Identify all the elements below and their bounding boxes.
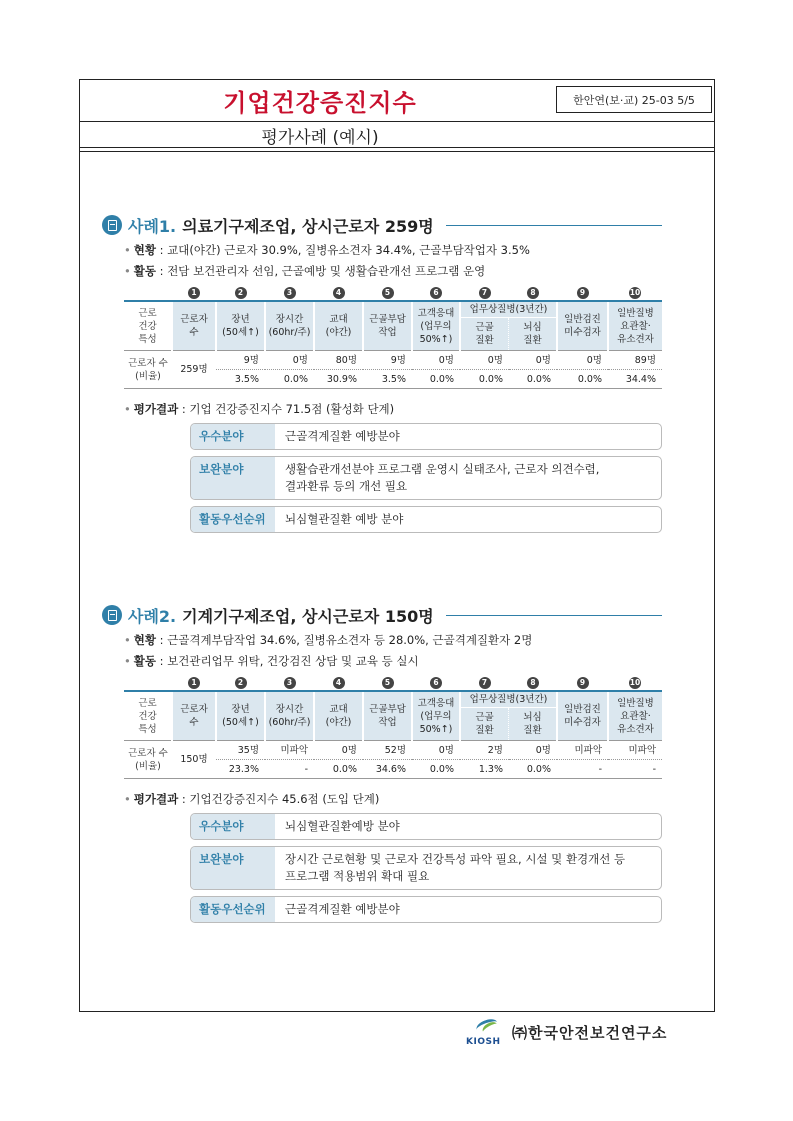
row-label: 근로 건강 특성 — [124, 301, 172, 351]
row-label: 근로자 수 (비율) — [124, 351, 172, 389]
header-divider — [80, 121, 714, 122]
column-number: 1 — [172, 285, 216, 301]
column-header: 장시간 (60hr/주) — [265, 691, 314, 741]
ratio-cell: 34.4% — [608, 370, 662, 389]
column-header: 교대 (야간) — [314, 301, 363, 351]
group-header: 업무상질병(3년간) 근골 질환 뇌심 질환 — [460, 691, 557, 741]
row-label: 근로자 수 (비율) — [124, 741, 172, 779]
ratio-cell: 0.0% — [412, 760, 460, 779]
result-text: 근골격계질환 예방분야 — [285, 902, 400, 916]
count-cell: 0명 — [314, 741, 363, 760]
column-header: 일반질병 요관찰· 유소견자 — [608, 301, 662, 351]
column-header: 일반검진 미수검자 — [557, 301, 608, 351]
count-cell: 0명 — [509, 741, 557, 760]
ratio-cell: 0.0% — [509, 370, 557, 389]
count-cell: 9명 — [363, 351, 412, 370]
case-1 — [102, 213, 662, 533]
result-text: 생활습관개선분야 프로그램 운영시 실태조사, 근로자 의견수렴, 결과환류 등의 개선 필요 — [285, 462, 600, 493]
case-title — [102, 603, 662, 627]
count-cell: 미파악 — [265, 741, 314, 760]
page-subtitle: 평가사례 (예시) — [261, 128, 379, 148]
page-title: 기업건강증진지수 — [223, 89, 417, 117]
result-text: 뇌심혈관질환예방 분야 — [285, 819, 400, 833]
column-number: 9 — [557, 675, 608, 691]
group-header: 업무상질병(3년간) 근골 질환 뇌심 질환 — [460, 301, 557, 351]
result-text: 장시간 근로현황 및 근로자 건강특성 파악 필요, 시설 및 환경개선 등 프로그램 적용범위 확대 필요 — [285, 852, 626, 883]
ratio-cell: 0.0% — [460, 370, 509, 389]
kiosh-logo: KIOSH — [466, 1017, 510, 1047]
count-cell: 9명 — [216, 351, 265, 370]
ratio-cell: - — [608, 760, 662, 779]
activity-line: • 활동 : 전담 보건관리자 선임, 근골예방 및 생활습관개선 프로그램 운영 — [124, 264, 486, 278]
column-number: 8 — [509, 285, 557, 301]
ratio-cell: 3.5% — [363, 370, 412, 389]
result-line: • 평가결과 : 기업건강증진지수 45.6점 (도입 단계) — [124, 792, 380, 806]
column-header: 교대 (야간) — [314, 691, 363, 741]
case-2 — [102, 603, 662, 923]
column-number: 9 — [557, 285, 608, 301]
activity-line: • 활동 : 보건관리업무 위탁, 건강검진 상담 및 교육 등 실시 — [124, 654, 419, 668]
ratio-cell: 0.0% — [557, 370, 608, 389]
count-cell: 미파악 — [608, 741, 662, 760]
column-number: 6 — [412, 285, 460, 301]
organization-name: ㈜한국안전보건연구소 — [512, 1023, 668, 1042]
column-number: 1 — [172, 675, 216, 691]
result-box — [190, 423, 662, 450]
result-line: • 평가결과 : 기업 건강증진지수 71.5점 (활성화 단계) — [124, 402, 395, 416]
column-number: 10 — [608, 675, 662, 691]
document-code: 한안연(보·교) 25-03 5/5 — [556, 86, 712, 113]
column-header: 근골부담 작업 — [363, 301, 412, 351]
ratio-cell: 34.6% — [363, 760, 412, 779]
ratio-cell: 0.0% — [412, 370, 460, 389]
count-cell: 0명 — [509, 351, 557, 370]
column-header: 장년 (50세↑) — [216, 301, 265, 351]
column-number: 7 — [460, 285, 509, 301]
ratio-cell: 0.0% — [314, 760, 363, 779]
column-number: 6 — [412, 675, 460, 691]
result-tag: 보완분야 — [191, 457, 275, 499]
header-divider — [80, 147, 714, 148]
result-tag: 우수분야 — [191, 814, 275, 839]
column-number: 5 — [363, 675, 412, 691]
result-box — [190, 456, 662, 500]
ratio-cell: - — [265, 760, 314, 779]
count-cell: 35명 — [216, 741, 265, 760]
case-label: 사례1. — [128, 216, 177, 236]
result-tag: 활동우선순위 — [191, 897, 275, 922]
count-cell: 0명 — [265, 351, 314, 370]
column-header: 고객응대 (업무의 50%↑) — [412, 691, 460, 741]
total-workers: 150명 — [172, 741, 216, 779]
result-box — [190, 813, 662, 840]
count-cell: 미파악 — [557, 741, 608, 760]
result-text: 근골격계질환 예방분야 — [285, 429, 400, 443]
column-header: 고객응대 (업무의 50%↑) — [412, 301, 460, 351]
ratio-cell: - — [557, 760, 608, 779]
count-cell: 2명 — [460, 741, 509, 760]
status-line: • 현황 : 근골격계부담작업 34.6%, 질병유소견자 등 28.0%, 근골격계질환자 2명 — [124, 633, 533, 647]
result-tag: 활동우선순위 — [191, 507, 275, 532]
document-icon — [102, 215, 122, 235]
column-header: 근골부담 작업 — [363, 691, 412, 741]
count-cell: 0명 — [557, 351, 608, 370]
result-text: 뇌심혈관질환 예방 분야 — [285, 512, 404, 526]
count-cell: 52명 — [363, 741, 412, 760]
column-number: 4 — [314, 285, 363, 301]
column-number: 5 — [363, 285, 412, 301]
row-label: 근로 건강 특성 — [124, 691, 172, 741]
status-line: • 현황 : 교대(야간) 근로자 30.9%, 질병유소견자 34.4%, 근골부담작업자 3.5% — [124, 243, 530, 257]
ratio-cell: 1.3% — [460, 760, 509, 779]
column-number: 3 — [265, 285, 314, 301]
column-number: 3 — [265, 675, 314, 691]
count-cell: 0명 — [412, 351, 460, 370]
header-divider — [80, 151, 714, 152]
result-box — [190, 846, 662, 890]
column-number: 8 — [509, 675, 557, 691]
column-number: 10 — [608, 285, 662, 301]
ratio-cell: 0.0% — [265, 370, 314, 389]
column-header: 일반질병 요관찰· 유소견자 — [608, 691, 662, 741]
count-cell: 0명 — [460, 351, 509, 370]
column-number: 2 — [216, 675, 265, 691]
count-cell: 80명 — [314, 351, 363, 370]
case-label: 사례2. — [128, 606, 177, 626]
result-tag: 보완분야 — [191, 847, 275, 889]
ratio-cell: 0.0% — [509, 760, 557, 779]
case-title — [102, 213, 662, 237]
indicator-table — [124, 285, 662, 389]
column-number: 7 — [460, 675, 509, 691]
column-number: 4 — [314, 675, 363, 691]
document-icon — [102, 605, 122, 625]
result-box — [190, 506, 662, 533]
title-rule — [446, 225, 662, 226]
indicator-table — [124, 675, 662, 779]
case-name: 의료기구제조업, 상시근로자 259명 — [182, 216, 434, 236]
result-box — [190, 896, 662, 923]
count-cell: 0명 — [412, 741, 460, 760]
column-number: 2 — [216, 285, 265, 301]
total-workers: 259명 — [172, 351, 216, 389]
ratio-cell: 30.9% — [314, 370, 363, 389]
count-cell: 89명 — [608, 351, 662, 370]
ratio-cell: 23.3% — [216, 760, 265, 779]
ratio-cell: 3.5% — [216, 370, 265, 389]
column-header: 일반검진 미수검자 — [557, 691, 608, 741]
column-header: 장시간 (60hr/주) — [265, 301, 314, 351]
title-rule — [446, 615, 662, 616]
footer — [466, 1015, 667, 1049]
case-name: 기계기구제조업, 상시근로자 150명 — [182, 606, 434, 626]
column-header: 장년 (50세↑) — [216, 691, 265, 741]
column-header: 근로자 수 — [172, 301, 216, 351]
result-tag: 우수분야 — [191, 424, 275, 449]
column-header: 근로자 수 — [172, 691, 216, 741]
